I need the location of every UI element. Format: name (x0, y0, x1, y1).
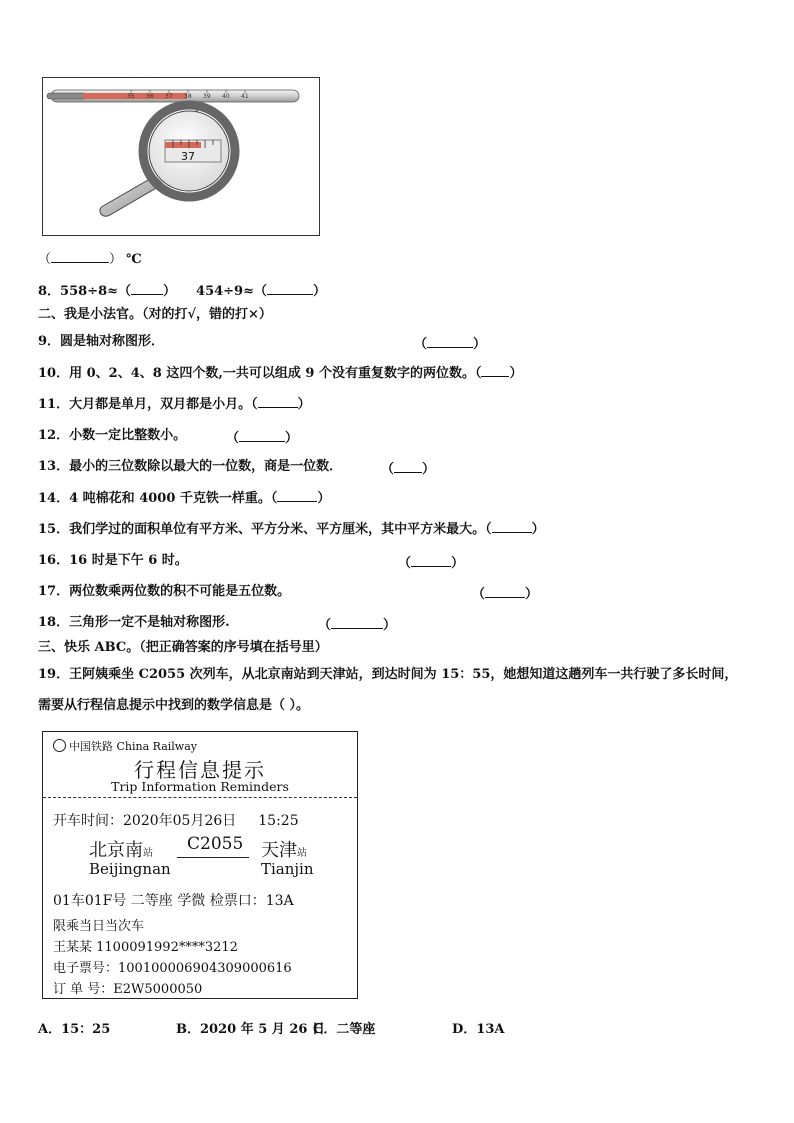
paren-close: ） (109, 252, 123, 267)
to-station: 天津站 (261, 840, 307, 861)
passenger: 王某某 1100091992****3212 (53, 940, 238, 955)
q13-answer[interactable]: （ ） (381, 462, 436, 477)
q12-answer[interactable]: （ ） (226, 431, 299, 446)
seat-info: 01车01F号 二等座 学微 检票口：13A (53, 893, 294, 909)
question-12: 12．小数一定比整数小。 (38, 428, 187, 443)
question-8 (38, 282, 326, 301)
train-underline (177, 857, 249, 858)
q8-close1: ） (163, 284, 177, 299)
scale-label: 35 (127, 93, 135, 100)
choice-a[interactable]: A．15：25 (38, 1022, 111, 1037)
figure-answer-line (38, 250, 142, 269)
from-station-en: Beijingnan (89, 860, 171, 878)
question-15: 15．我们学过的面积单位有平方米、平方分米、平方厘米，其中平方米最大。（ ） (38, 522, 545, 537)
q17-answer[interactable]: （ ） (472, 587, 539, 602)
q15-blank[interactable] (492, 520, 532, 533)
ticket-title-cn: 行程信息提示 (134, 758, 266, 782)
choice-b[interactable]: B．2020 年 5 月 26 日 (176, 1022, 325, 1037)
thermometer-magnifier-illustration (43, 78, 319, 235)
ticket-title-en: Trip Information Reminders (111, 779, 289, 794)
magnified-reading: 37 (181, 150, 195, 163)
scale-label: 41 (241, 93, 249, 100)
from-station: 北京南站 (89, 840, 153, 861)
restriction: 限乘当日当次车 (53, 919, 145, 934)
question-9: 9．圆是轴对称图形． (38, 334, 165, 349)
question-13: 13．最小的三位数除以最大的一位数，商是一位数． (38, 459, 343, 474)
section-3-title: 三、快乐 ABC。（把正确答案的序号填在括号里） (38, 640, 328, 655)
question-17: 17．两位数乘两位数的积不可能是五位数。 (38, 584, 291, 599)
question-11: 11．大月都是单月，双月都是小月。（ ） (38, 397, 311, 412)
q8-expr1: 8．558÷8≈（ (38, 284, 132, 299)
q10-blank[interactable] (481, 364, 509, 377)
scale-label: 39 (203, 93, 211, 100)
q11-blank[interactable] (258, 395, 298, 408)
question-18: 18．三角形一定不是轴对称图形. (38, 615, 230, 630)
trip-info-ticket (42, 731, 358, 999)
q8-close2: ） (313, 284, 327, 299)
question-14: 14．4 吨棉花和 4000 千克铁一样重。（ ） (38, 491, 331, 506)
ticket-logo: 中国铁路 China Railway (53, 738, 197, 754)
scale-label: 40 (222, 93, 230, 100)
unit-label: ℃ (126, 252, 142, 267)
q19-line1: 19．王阿姨乘坐 C2055 次列车，从北京南站到天津站，到达时间为 15：55，她想知道这趟列车一共行驶了多长时间， (38, 667, 738, 682)
to-station-en: Tianjin (261, 860, 314, 878)
china-railway-logo-icon (53, 739, 66, 752)
paren-open: （ (38, 252, 52, 267)
q16-answer[interactable]: （ ） (398, 556, 465, 571)
question-16: 16．16 时是下午 6 时。 (38, 553, 188, 568)
choice-c[interactable]: C．二等座 (313, 1022, 376, 1037)
q14-blank[interactable] (277, 489, 317, 502)
order-number: 订 单 号：E2W5000050 (53, 982, 203, 997)
ticket-divider (43, 797, 357, 798)
question-10: 10．用 0、2、4、8 这四个数,一共可以组成 9 个没有重复数字的两位数。（ ） (38, 366, 523, 381)
q8-blank-1[interactable] (131, 282, 163, 295)
answer-blank[interactable] (51, 250, 109, 263)
scale-label: 37 (165, 93, 173, 100)
q18-answer[interactable]: （ ） (318, 618, 397, 633)
q8-expr2: 454÷9≈（ (196, 284, 267, 299)
q9-answer[interactable]: （ ） (414, 337, 487, 352)
scale-label: 36 (146, 93, 154, 100)
q19-line2: 需要从行程信息提示中找到的数学信息是（ ）。 (38, 698, 310, 713)
scale-label: 38 (184, 93, 192, 100)
train-number: C2055 (187, 834, 244, 854)
eticket-number: 电子票号：100100006904309000616 (53, 961, 292, 976)
section-2-title: 二、我是小法官。（对的打√，错的打×） (38, 307, 272, 322)
thermometer-figure (42, 77, 320, 236)
departure-line: 开车时间：2020年05月26日 15:25 (53, 813, 299, 829)
choice-d[interactable]: D．13A (452, 1022, 505, 1037)
q8-blank-2[interactable] (267, 282, 313, 295)
